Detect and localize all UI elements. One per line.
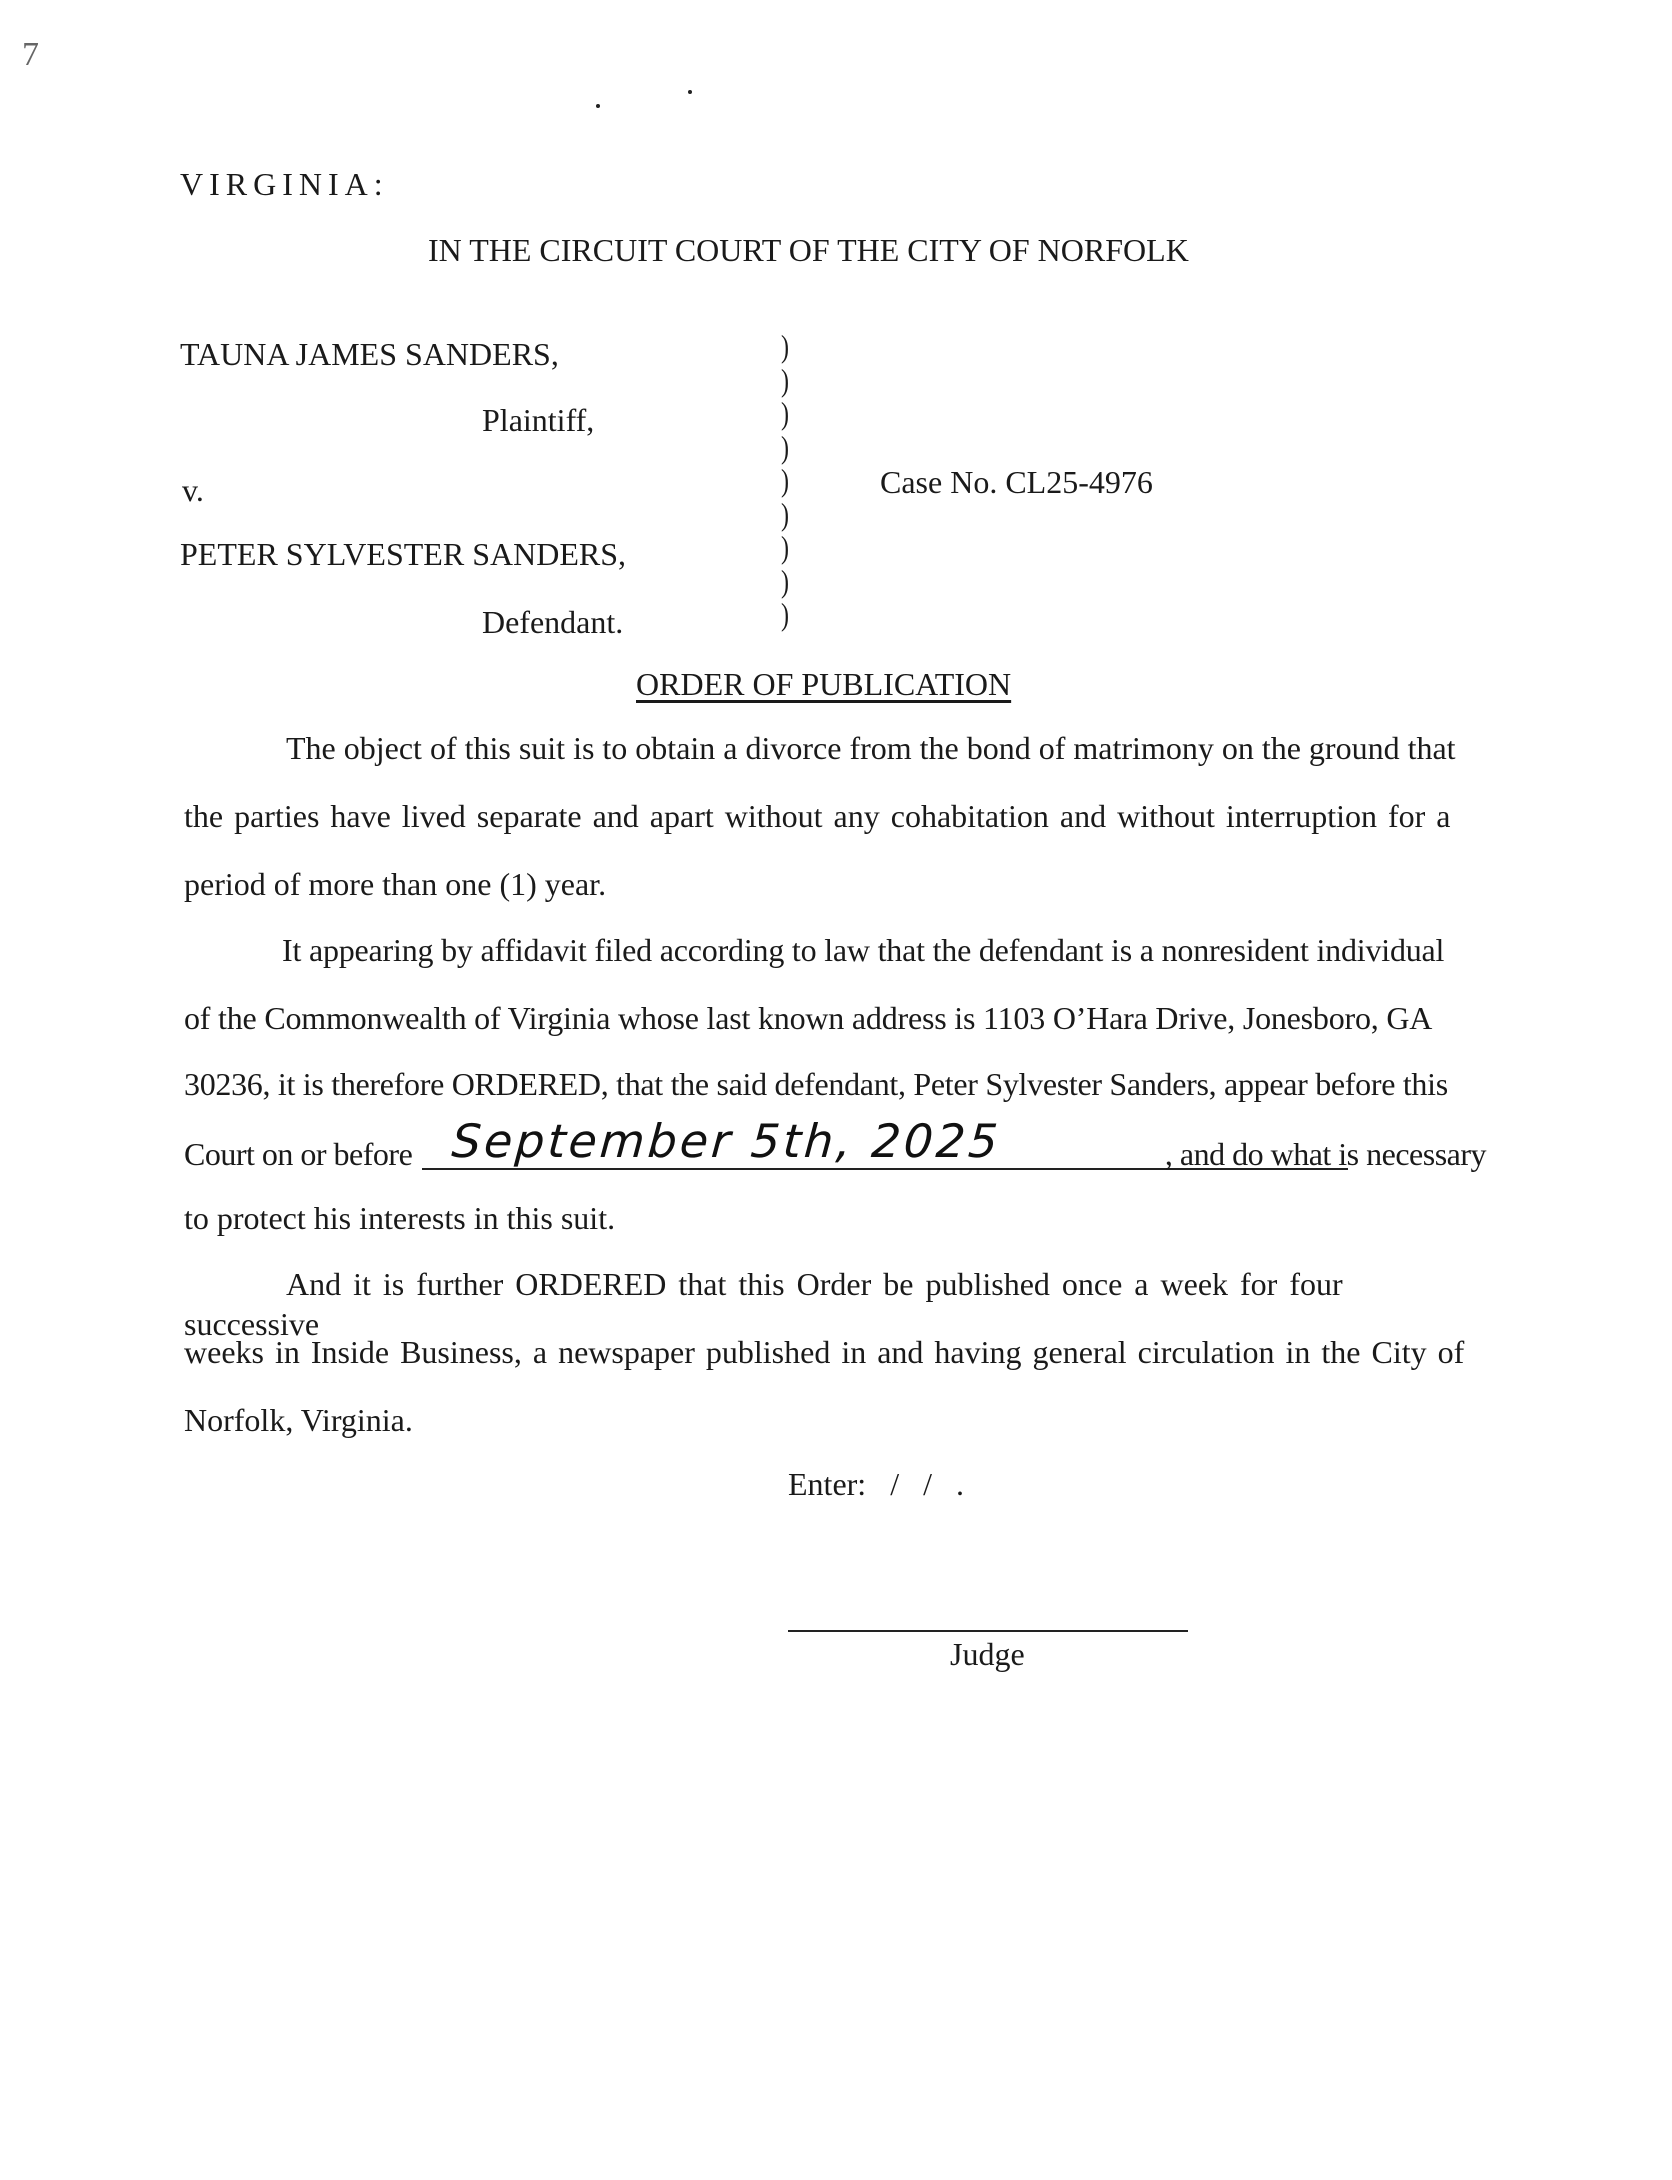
judge-signature-line <box>788 1630 1188 1632</box>
fill-lead-text: Court on or before <box>184 1136 413 1172</box>
caption-brackets <box>778 330 802 632</box>
plaintiff-role: Plaintiff, <box>482 402 595 438</box>
court-heading: IN THE CIRCUIT COURT OF THE CITY OF NORFOLK <box>428 232 1189 268</box>
caption-bracket: ) <box>781 395 789 431</box>
paragraph-line: And it is further ORDERED that this Order be published once a week for four successive <box>184 1266 1343 1342</box>
caption-bracket: ) <box>781 428 789 465</box>
caption-bracket: ) <box>781 361 789 398</box>
scan-speck <box>688 90 692 94</box>
paragraph-line: It appearing by affidavit filed according to law that the defendant is a nonresident individual <box>282 932 1445 968</box>
appearance-date-line <box>184 1114 1486 1182</box>
document-title: ORDER OF PUBLICATION <box>636 666 1012 702</box>
caption-bracket: ) <box>781 328 789 364</box>
caption-bracket: ) <box>781 462 789 498</box>
caption-bracket: ) <box>781 562 789 599</box>
paragraph-line: period of more than one (1) year. <box>184 866 607 902</box>
corner-mark: 7 <box>22 36 39 73</box>
defendant-role: Defendant. <box>482 604 624 640</box>
paragraph-line: Norfolk, Virginia. <box>184 1402 413 1438</box>
paragraph-line: 30236, it is therefore ORDERED, that the said defendant, Peter Sylvester Sanders, appear before this <box>184 1066 1448 1102</box>
caption-bracket: ) <box>781 596 789 632</box>
versus-label: v. <box>182 472 204 508</box>
paragraph-line: The object of this suit is to obtain a divorce from the bond of matrimony on the ground that <box>286 730 1456 766</box>
defendant-name: PETER SYLVESTER SANDERS, <box>180 536 626 572</box>
scan-speck <box>596 104 600 108</box>
paragraph-line: of the Commonwealth of Virginia whose last known address is 1103 O’Hara Drive, Jonesboro, GA <box>184 1000 1433 1036</box>
caption-bracket: ) <box>781 529 789 565</box>
paragraph-line: to protect his interests in this suit. <box>184 1200 616 1236</box>
fill-trail-text: , and do what is necessary <box>1164 1136 1486 1172</box>
case-number: Case No. CL25-4976 <box>880 464 1153 500</box>
paragraph-line: weeks in Inside Business, a newspaper published in and having general circulation in the City of <box>184 1334 1465 1370</box>
enter-date-label: Enter: / / . <box>788 1466 964 1502</box>
paragraph-line: the parties have lived separate and apart without any cohabitation and without interruption for a <box>184 798 1451 834</box>
handwritten-date: September 5th, 2025 <box>450 1114 1003 1168</box>
plaintiff-name: TAUNA JAMES SANDERS, <box>180 336 559 372</box>
state-heading: VIRGINIA: <box>180 166 389 202</box>
judge-label: Judge <box>950 1636 1025 1672</box>
caption-bracket: ) <box>781 495 789 532</box>
